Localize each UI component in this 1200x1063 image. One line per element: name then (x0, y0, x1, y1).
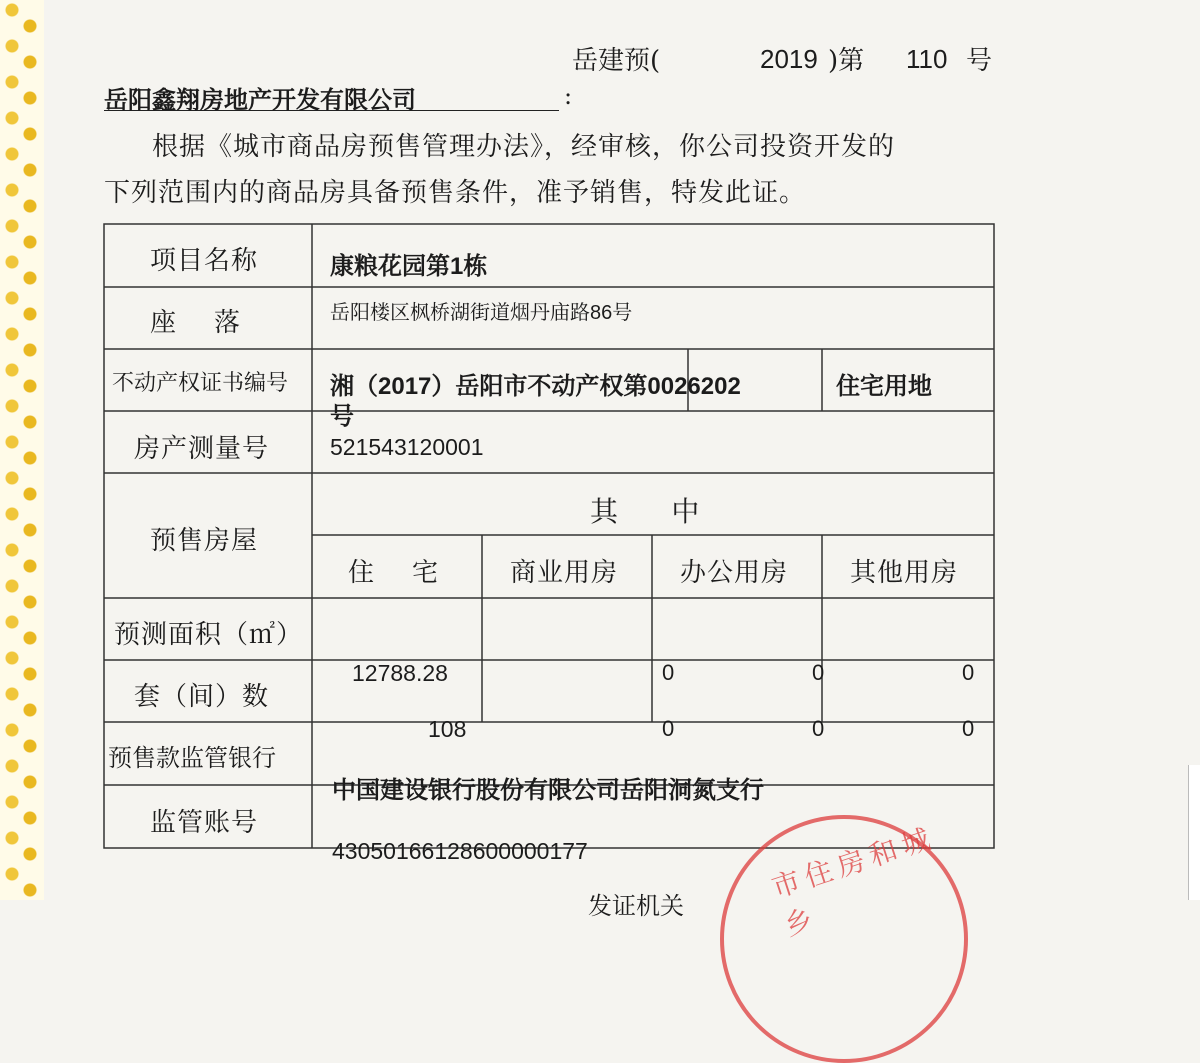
among-label: 其 中 (590, 495, 700, 528)
account-label: 监管账号 (150, 808, 259, 838)
account-value: 43050166128600000177 (332, 838, 588, 864)
survey-number-value: 521543120001 (330, 434, 484, 460)
company-name: 岳阳鑫翔房地产开发有限公司 (104, 87, 416, 114)
doc-number-year: 2019 (760, 44, 818, 74)
area-commercial: 0 (662, 660, 675, 685)
units-residential: 108 (428, 716, 467, 742)
cert-number-label: 不动产权证书编号 (112, 371, 289, 396)
doc-number-prefix: 岳建预( (572, 46, 661, 76)
location-label: 座 落 (150, 308, 242, 338)
doc-number-mid: )第 (828, 46, 865, 76)
area-other: 0 (962, 660, 975, 685)
area-label: 预测面积（㎡） (114, 620, 304, 650)
location-value: 岳阳楼区枫桥湖街道烟丹庙路86号 (330, 302, 633, 324)
land-use-value: 住宅用地 (836, 373, 932, 400)
units-label: 套（间）数 (134, 682, 270, 712)
body-text-line2: 下列范围内的商品房具备预售条件，准予销售，特发此证。 (104, 178, 807, 208)
column-residential: 住 宅 (348, 558, 440, 588)
area-residential: 12788.28 (352, 660, 448, 686)
units-office: 0 (812, 716, 825, 741)
column-office: 办公用房 (680, 558, 789, 588)
project-name-value: 康粮花园第1栋 (330, 253, 488, 280)
cert-number-value: 湘（2017）岳阳市不动产权第0026202 (330, 373, 741, 400)
company-colon: : (564, 82, 573, 110)
units-commercial: 0 (662, 716, 675, 741)
area-office: 0 (812, 660, 825, 685)
seal-text: 市住房和城乡 (767, 820, 940, 943)
supervising-bank-value: 中国建设银行股份有限公司岳阳洞氮支行 (332, 777, 764, 804)
cert-number-value-suffix: 号 (330, 403, 354, 430)
column-commercial: 商业用房 (510, 558, 619, 588)
issuing-authority-label: 发证机关 (588, 892, 684, 920)
body-text-line1: 根据《城市商品房预售管理办法》，经审核，你公司投资开发的 (152, 132, 896, 162)
units-other: 0 (962, 716, 975, 741)
project-name-label: 项目名称 (150, 246, 259, 276)
official-seal (720, 815, 968, 1063)
doc-number-value: 110 (906, 44, 948, 74)
column-other: 其他用房 (850, 558, 959, 588)
supervising-bank-label: 预售款监管银行 (108, 744, 276, 772)
adjacent-page-edge (1188, 765, 1200, 900)
survey-number-label: 房产测量号 (134, 434, 270, 464)
doc-number-suffix: 号 (966, 46, 993, 76)
presale-housing-label: 预售房屋 (150, 526, 259, 556)
